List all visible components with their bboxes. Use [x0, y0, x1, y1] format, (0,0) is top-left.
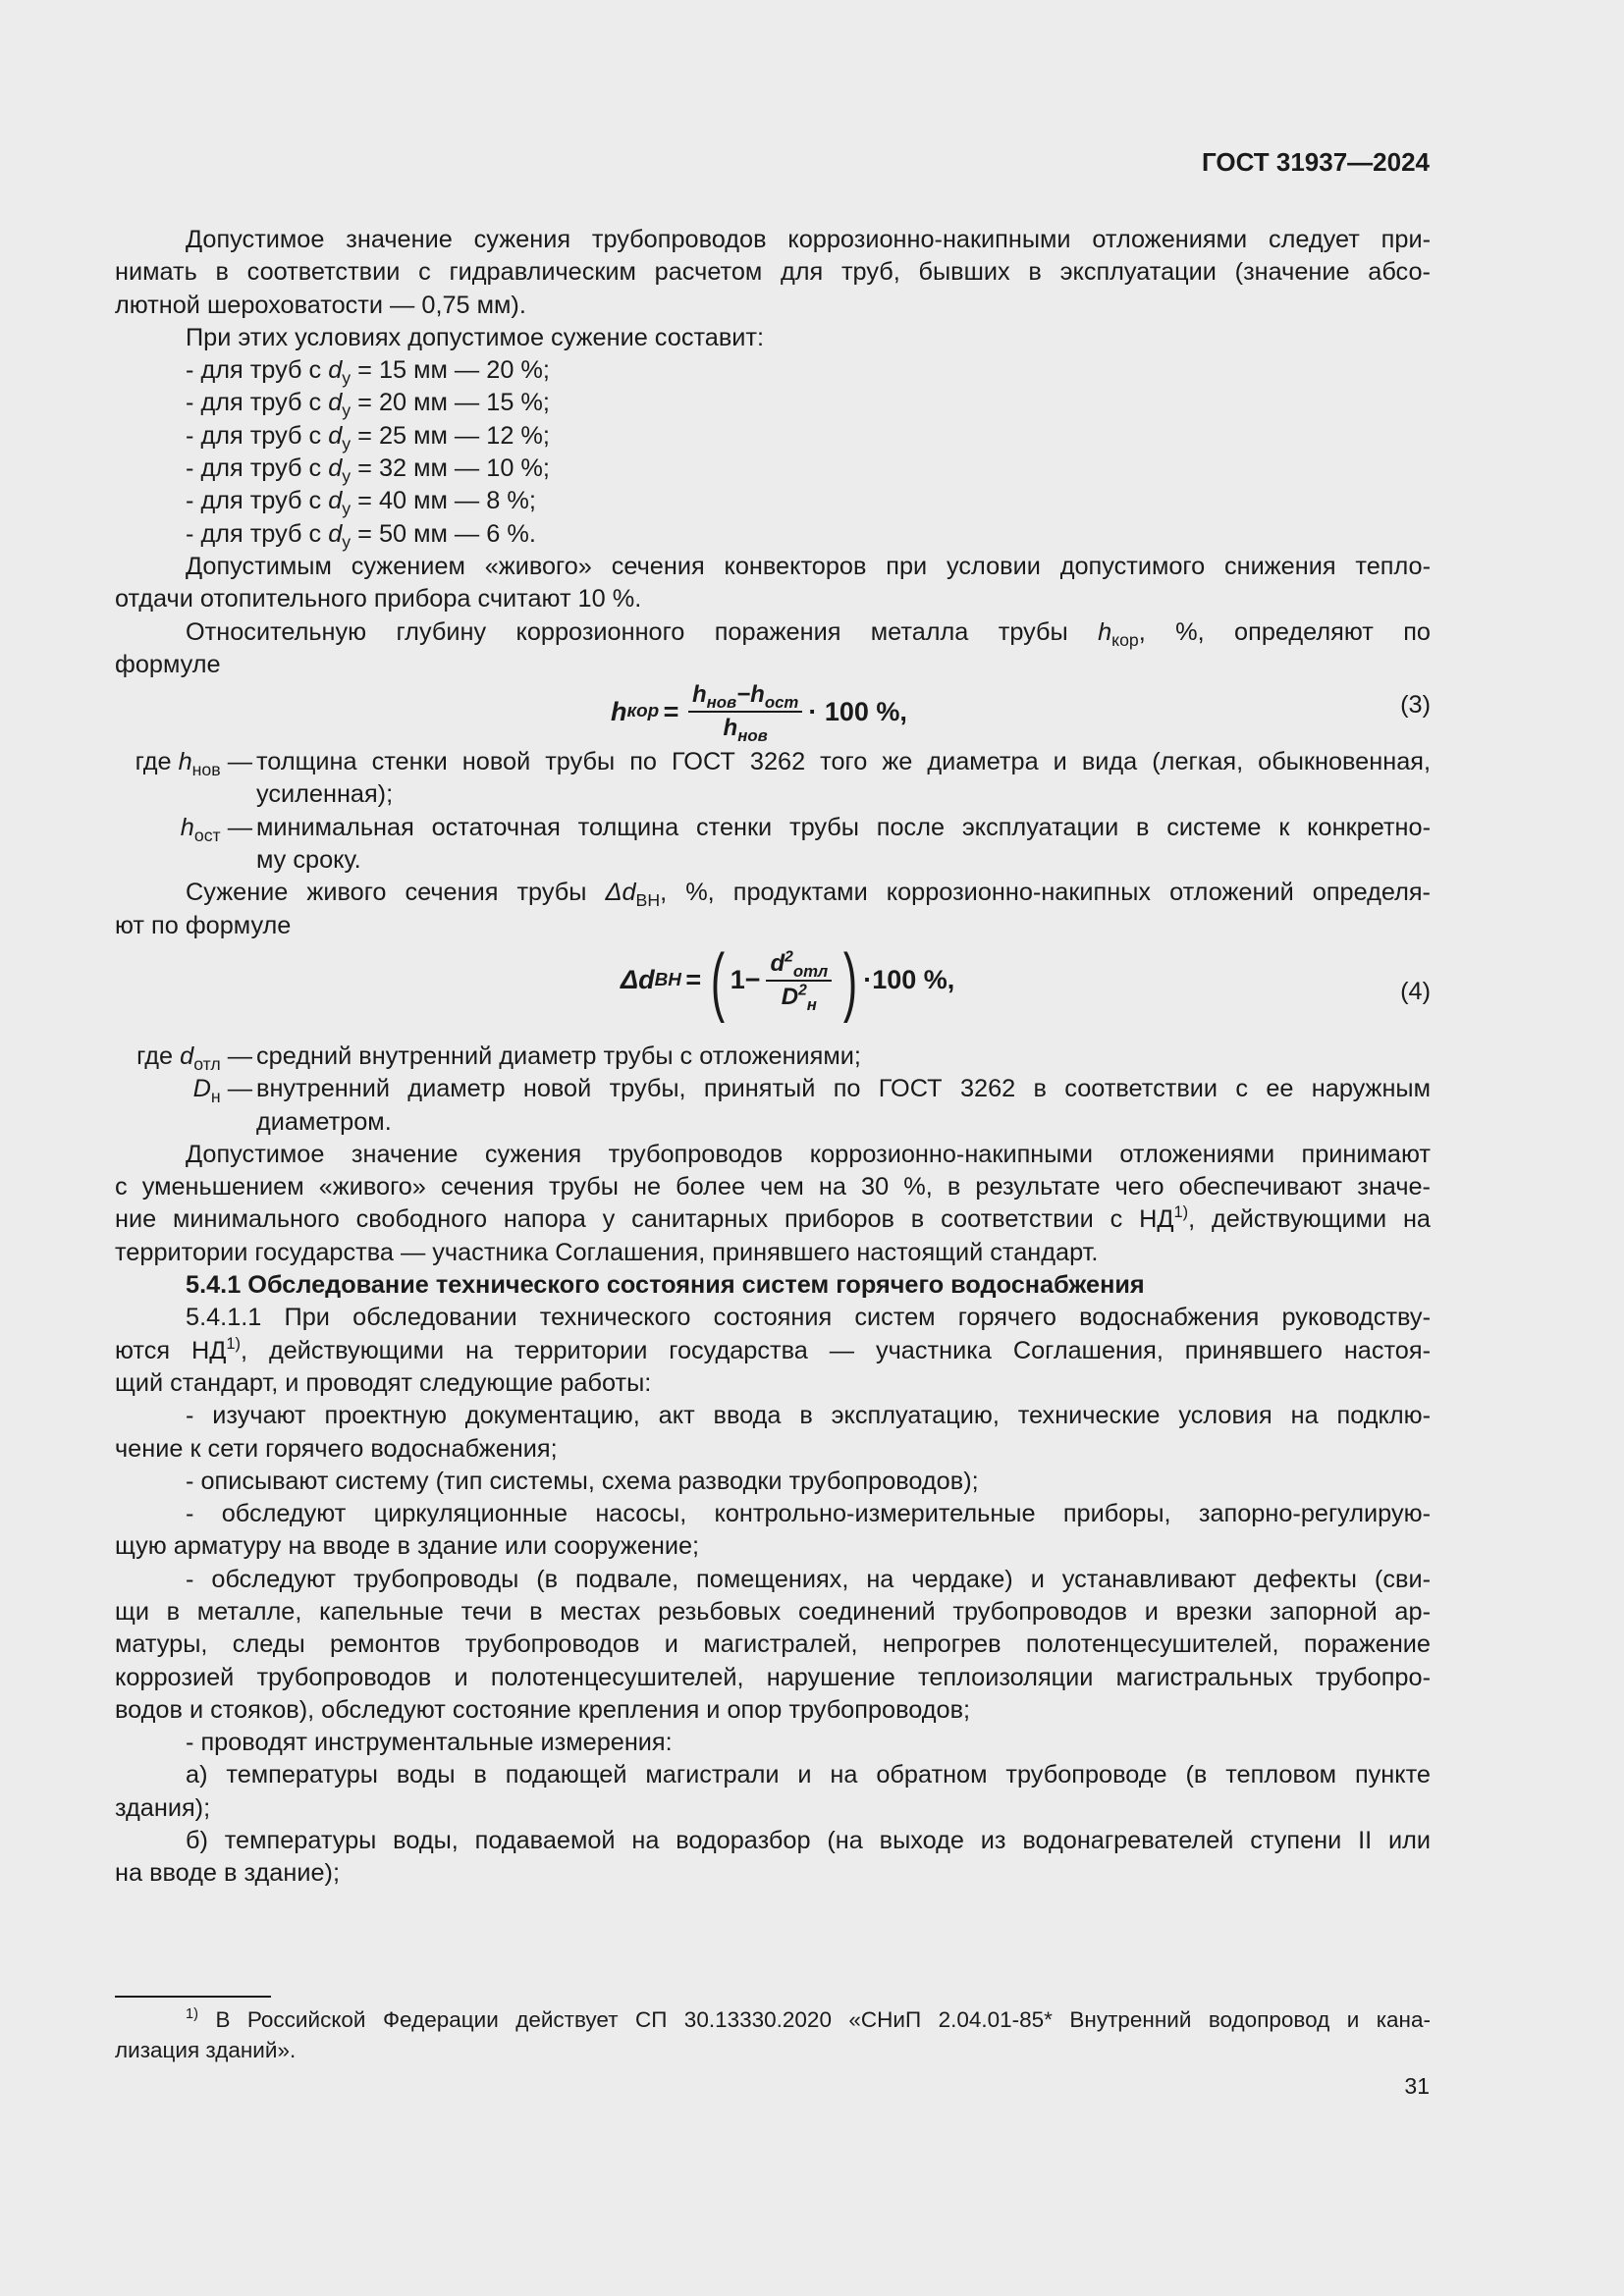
formula-4 — [115, 936, 1431, 1041]
bullet-item: матуры, следы ремонтов трубопроводов и магистралей, непрогрев полотенцесушителей, поражение — [115, 1630, 1431, 1659]
paragraph: Допустимое значение сужения трубопроводов коррозионно-накипными отложениями следует при- — [186, 226, 1431, 253]
sub-item: б) температуры воды, подаваемой на водоразбор (на выходе из водонагревателей ступени II или — [186, 1827, 1431, 1855]
diameter-list — [115, 354, 1431, 551]
formula-4-fraction: $\frac{d^2_{отл}}{D^2_н}$ — [766, 950, 832, 1011]
bullet-item: чение к сети горячего водоснабжения; — [115, 1434, 558, 1463]
bullet-item: водов и стояков), обследуют состояние крепления и опор трубопроводов; — [115, 1695, 971, 1724]
list-item: - для труб с $d_у = 40$ мм — 8 %; — [186, 487, 536, 519]
paragraph: Допустимым сужением «живого» сечения конвекторов при условии допустимого снижения тепло- — [186, 552, 1431, 580]
paragraph: щий стандарт, и проводят следующие работы: — [115, 1368, 652, 1397]
paragraph: ние минимального свободного напора у санитарных приборов в соответствии с НД$^{1)}$, действующими на — [115, 1203, 1431, 1234]
section-heading: 5.4.1 Обследование технического состояния систем горячего водоснабжения — [186, 1271, 1145, 1300]
list-item: - для труб с $d_у = 15$ мм — 20 %; — [186, 356, 550, 389]
formula-3 — [115, 681, 1431, 746]
bullet-item: - проводят инструментальные измерения: — [186, 1729, 673, 1757]
formula-3-expression: h кор = $\frac{h_{нов}-h_{ост}}{h_{нов}}$ · 100 %, — [611, 681, 907, 746]
sub-item: здания); — [115, 1793, 211, 1822]
paragraph: территории государства — участника Соглашения, принявшего настоящий стандарт. — [115, 1238, 1099, 1266]
paragraph: ются НД$^{1)}$, действующими на территории государства — участника Соглашения, принявшего настоя- — [115, 1334, 1431, 1364]
paragraph: формуле — [115, 650, 221, 678]
formula-3-definitions — [115, 746, 1431, 877]
definition-term: где $h_{нов}$ — — [135, 748, 252, 780]
footnote-divider — [115, 1996, 271, 1998]
bullet-item: коррозией трубопроводов и полотенцесушителей, нарушение теплоизоляции магистральных трубопро- — [115, 1663, 1431, 1691]
bullet-item: - обследуют трубопроводы (в подвале, помещениях, на чердаке) и устанавливают дефекты (сви- — [186, 1565, 1431, 1593]
formula-4-definitions — [115, 1041, 1431, 1139]
definition-term: где $d_{отл}$ — — [136, 1041, 252, 1075]
definition-term: $h_{ост}$ — — [180, 813, 252, 845]
paragraph: Допустимое значение сужения трубопроводов коррозионно-накипными отложениями принимают — [186, 1140, 1431, 1168]
definition-term: $D_н$ — — [192, 1075, 252, 1107]
bullet-item: - описывают систему (тип системы, схема разводки трубопроводов); — [186, 1467, 979, 1495]
paragraph: При этих условиях допустимое сужение составит: — [186, 323, 765, 351]
formula-3-number: (3) — [1400, 691, 1431, 720]
paragraph: Относительную глубину коррозионного поражения металла трубы $h_{кор}$, %, определяют по — [186, 617, 1431, 650]
bullet-item: - изучают проектную документацию, акт ввода в эксплуатацию, технические условия на подклю- — [186, 1402, 1431, 1430]
formula-3-fraction: $\frac{h_{нов}-h_{ост}}{h_{нов}}$ — [688, 681, 802, 742]
list-item: - для труб с $d_у = 50$ мм — 6 %. — [186, 519, 536, 552]
paragraph: с уменьшением «живого» сечения трубы не более чем на 30 %, в результате чего обеспечивают значе- — [115, 1173, 1431, 1201]
list-item: - для труб с $d_у = 32$ мм — 10 %; — [186, 454, 550, 487]
definition-text: средний внутренний диаметр трубы с отложениями; — [256, 1041, 861, 1070]
document-header: ГОСТ 31937—2024 — [1202, 147, 1430, 177]
paragraph: лютной шероховатости — 0,75 мм). — [115, 291, 526, 319]
bullet-item: - обследуют циркуляционные насосы, контрольно-измерительные приборы, запорно-регулирую- — [186, 1500, 1431, 1528]
footnote-mark: 1) — [186, 2006, 198, 2023]
sub-item: а) температуры воды в подающей магистрали и на обратном трубопроводе (в тепловом пункте — [186, 1761, 1431, 1789]
definition-text: внутренний диаметр новой трубы, принятый по ГОСТ 3262 в соответствии с ее наружным диаметром. — [256, 1075, 1431, 1136]
list-item: - для труб с $d_у = 25$ мм — 12 %; — [186, 421, 550, 454]
bullet-item: щи в металле, капельные течи в местах резьбовых соединений трубопроводов и врезки запорной ар- — [115, 1597, 1431, 1626]
paragraph: отдачи отопительного прибора считают 10 %. — [115, 585, 642, 614]
footnote: $^{1)}$ В Российской Федерации действует СП 30.13330.2020 «СНиП 2.04.01-85* Внутренний водопровод и кана- лизация зданий». — [115, 2006, 1431, 2062]
definition-text: толщина стенки новой трубы по ГОСТ 3262 того же диаметра и вида (легкая, обыкновенная, усиленная); — [256, 748, 1431, 809]
paragraph: нимать в соответствии с гидравлическим расчетом для труб, бывших в эксплуатации (значение абсо- — [115, 258, 1431, 287]
bullet-item: щую арматуру на вводе в здание или сооружение; — [115, 1532, 700, 1561]
paragraph: 5.4.1.1 При обследовании технического состояния систем горячего водоснабжения руководству- — [186, 1304, 1431, 1332]
formula-4-expression: Δd ВН = ( 1− $\frac{d^2_{отл}}{D^2_н}$ ) ·100 %, — [621, 936, 955, 1024]
formula-4-number: (4) — [1400, 977, 1431, 1005]
paragraph: Сужение живого сечения трубы $\Delta d_{ВН}$, %, продуктами коррозионно-накипных отложений определя- — [186, 879, 1431, 911]
list-item: - для труб с $d_у = 20$ мм — 15 %; — [186, 389, 550, 421]
page-body — [115, 224, 1431, 1891]
paragraph: ют по формуле — [115, 911, 292, 939]
page-number: 31 — [1404, 2073, 1430, 2099]
definition-text: минимальная остаточная толщина стенки трубы после эксплуатации в системе к конкретно- му сроку. — [256, 813, 1431, 875]
sub-item: на вводе в здание); — [115, 1859, 340, 1888]
